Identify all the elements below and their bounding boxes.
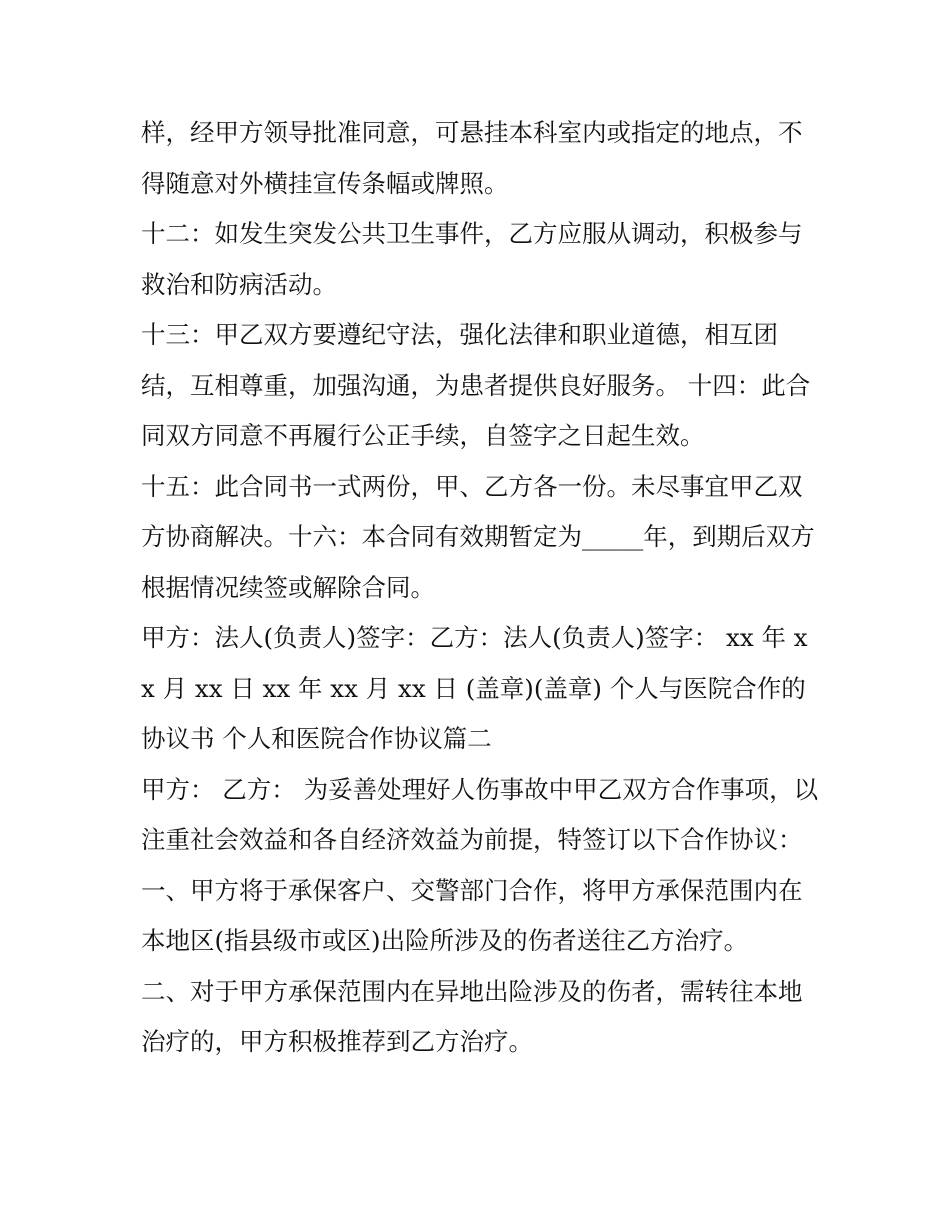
paragraph-clause-13-14: 十三：甲乙双方要遵纪守法，强化法律和职业道德，相互团结，互相尊重，加强沟通，为患者提供良好服务。 十四：此合同双方同意不再履行公正手续，自签字之日起生效。 <box>141 320 811 450</box>
paragraph-signatures: 甲方：法人(负责人)签字：乙方：法人(负责人)签字： xx 年 xx 月 xx 日 xx 年 xx 月 xx 日 (盖章)(盖章) 个人与医院合作的协议书 个人和医院合作协议篇二 <box>141 623 808 753</box>
paragraph-preamble: 甲方： 乙方： 为妥善处理好人伤事故中甲乙双方合作事项，以注重社会效益和各自经济效益为前提，特签订以下合作协议： <box>141 774 819 854</box>
paragraph-clause-15-16: 十五：此合同书一式两份，甲、乙方各一份。未尽事宜甲乙双方协商解决。十六：本合同有效期暂定为_____年，到期后双方根据情况续签或解除合同。 <box>141 471 815 602</box>
paragraph-display-clause: 样，经甲方领导批准同意，可悬挂本科室内或指定的地点，不得随意对外横挂宣传条幅或牌照。 <box>141 118 803 198</box>
paragraph-article-1: 一、甲方将于承保客户、交警部门合作，将甲方承保范围内在本地区(指县级市或区)出险所涉及的伤者送往乙方治疗。 <box>141 875 803 955</box>
paragraph-article-2: 二、对于甲方承保范围内在异地出险涉及的伤者，需转往本地治疗的，甲方积极推荐到乙方治疗。 <box>141 976 803 1056</box>
paragraph-clause-12: 十二：如发生突发公共卫生事件，乙方应服从调动，积极参与救治和防病活动。 <box>141 219 803 299</box>
document-body <box>141 108 821 1068</box>
